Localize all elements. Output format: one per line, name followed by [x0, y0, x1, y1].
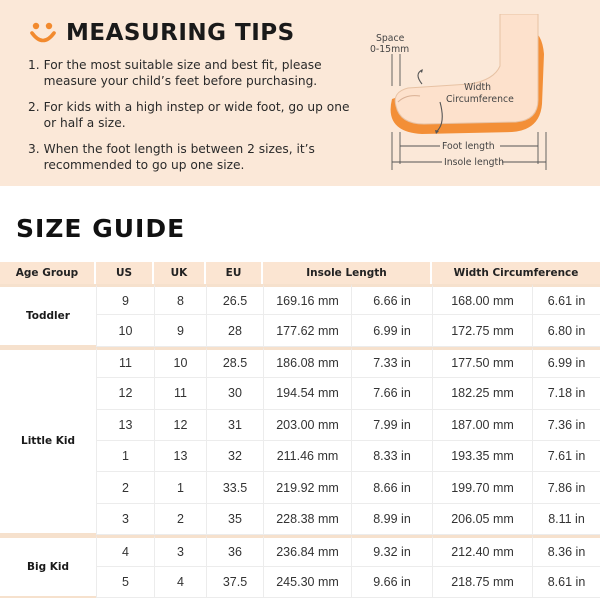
width-mm-cell: 172.75 mm: [432, 315, 532, 346]
width-mm-cell: 212.40 mm: [432, 535, 532, 566]
tip-number: 2.: [28, 100, 40, 114]
insole-mm-cell: 236.84 mm: [263, 535, 351, 566]
us-size-cell: 10: [96, 315, 154, 346]
insole-in-cell: 6.99 in: [351, 315, 432, 346]
foot-measurement-diagram: [362, 14, 562, 174]
measuring-tips-title: MEASURING TIPS: [66, 20, 295, 46]
uk-size-cell: 13: [154, 441, 206, 472]
header-insole-length: Insole Length: [263, 262, 432, 284]
space-label: Space: [376, 33, 405, 44]
width-in-cell: 7.36 in: [532, 410, 600, 441]
header-us: US: [96, 262, 154, 284]
measuring-tips-heading: [28, 16, 295, 50]
us-size-cell: 12: [96, 378, 154, 409]
eu-size-cell: 37.5: [206, 567, 263, 598]
header-age-group: Age Group: [0, 262, 96, 284]
eu-size-cell: 28: [206, 315, 263, 346]
tip-text: For the most suitable size and best fit, please measure your child’s feet before purchasing.: [43, 58, 322, 88]
header-eu: EU: [206, 262, 263, 284]
tip-number: 3.: [28, 142, 40, 156]
insole-in-cell: 7.99 in: [351, 410, 432, 441]
space-value-label: 0-15mm: [370, 44, 410, 55]
table-row: [0, 284, 600, 315]
us-size-cell: 13: [96, 410, 154, 441]
uk-size-cell: 9: [154, 315, 206, 346]
eu-size-cell: 26.5: [206, 284, 263, 315]
age-group-cell: Little Kid: [0, 347, 96, 535]
header-width-circumference: Width Circumference: [432, 262, 600, 284]
uk-size-cell: 2: [154, 504, 206, 535]
smiley-icon: [28, 18, 58, 48]
insole-mm-cell: 177.62 mm: [263, 315, 351, 346]
eu-size-cell: 36: [206, 535, 263, 566]
eu-size-cell: 30: [206, 378, 263, 409]
foot-shape: [395, 14, 538, 124]
us-size-cell: 4: [96, 535, 154, 566]
insole-in-cell: 8.99 in: [351, 504, 432, 535]
size-guide-title: SIZE GUIDE: [16, 214, 186, 243]
width-label: Width: [464, 82, 492, 93]
insole-in-cell: 6.66 in: [351, 284, 432, 315]
uk-size-cell: 1: [154, 472, 206, 503]
measuring-tips-panel: [0, 0, 600, 186]
width-in-cell: 8.11 in: [532, 504, 600, 535]
insole-mm-cell: 169.16 mm: [263, 284, 351, 315]
insole-in-cell: 8.33 in: [351, 441, 432, 472]
uk-size-cell: 8: [154, 284, 206, 315]
us-size-cell: 3: [96, 504, 154, 535]
tip-item: [28, 100, 358, 131]
tip-item: [28, 142, 358, 173]
uk-size-cell: 12: [154, 410, 206, 441]
width-mm-cell: 182.25 mm: [432, 378, 532, 409]
insole-in-cell: 7.66 in: [351, 378, 432, 409]
us-size-cell: 11: [96, 347, 154, 378]
insole-mm-cell: 219.92 mm: [263, 472, 351, 503]
eu-size-cell: 33.5: [206, 472, 263, 503]
insole-in-cell: 9.32 in: [351, 535, 432, 566]
width-mm-cell: 177.50 mm: [432, 347, 532, 378]
insole-mm-cell: 228.38 mm: [263, 504, 351, 535]
size-guide-table-wrap: [0, 262, 600, 600]
width-in-cell: 8.36 in: [532, 535, 600, 566]
width-mm-cell: 206.05 mm: [432, 504, 532, 535]
insole-mm-cell: 245.30 mm: [263, 567, 351, 598]
uk-size-cell: 11: [154, 378, 206, 409]
tip-number: 1.: [28, 58, 40, 72]
width-in-cell: 8.61 in: [532, 567, 600, 598]
age-group-cell: Toddler: [0, 284, 96, 347]
width-in-cell: 7.86 in: [532, 472, 600, 503]
width-mm-cell: 199.70 mm: [432, 472, 532, 503]
width-in-cell: 7.61 in: [532, 441, 600, 472]
width-mm-cell: 187.00 mm: [432, 410, 532, 441]
tip-text: For kids with a high instep or wide foot, go up one or half a size.: [43, 100, 350, 130]
tip-item: [28, 58, 358, 89]
table-header-row: [0, 262, 600, 284]
width-in-cell: 6.99 in: [532, 347, 600, 378]
insole-mm-cell: 203.00 mm: [263, 410, 351, 441]
age-group-cell: Big Kid: [0, 535, 96, 598]
width-in-cell: 6.80 in: [532, 315, 600, 346]
insole-in-cell: 8.66 in: [351, 472, 432, 503]
width-in-cell: 7.18 in: [532, 378, 600, 409]
tip-text: When the foot length is between 2 sizes, it’s recommended to go up one size.: [43, 142, 315, 172]
eu-size-cell: 28.5: [206, 347, 263, 378]
us-size-cell: 9: [96, 284, 154, 315]
foot-length-label: Foot length: [442, 141, 495, 152]
width-in-cell: 6.61 in: [532, 284, 600, 315]
uk-size-cell: 4: [154, 567, 206, 598]
width-mm-cell: 168.00 mm: [432, 284, 532, 315]
eu-size-cell: 31: [206, 410, 263, 441]
us-size-cell: 5: [96, 567, 154, 598]
insole-mm-cell: 186.08 mm: [263, 347, 351, 378]
table-row: [0, 347, 600, 378]
insole-length-label: Insole length: [444, 157, 505, 168]
width-mm-cell: 193.35 mm: [432, 441, 532, 472]
insole-in-cell: 7.33 in: [351, 347, 432, 378]
table-row: [0, 535, 600, 566]
eu-size-cell: 35: [206, 504, 263, 535]
uk-size-cell: 3: [154, 535, 206, 566]
header-uk: UK: [154, 262, 206, 284]
insole-in-cell: 9.66 in: [351, 567, 432, 598]
tips-list: [28, 58, 358, 184]
insole-mm-cell: 211.46 mm: [263, 441, 351, 472]
circumference-label: Circumference: [446, 94, 514, 105]
us-size-cell: 2: [96, 472, 154, 503]
us-size-cell: 1: [96, 441, 154, 472]
width-mm-cell: 218.75 mm: [432, 567, 532, 598]
size-guide-table: [0, 262, 600, 598]
eu-size-cell: 32: [206, 441, 263, 472]
insole-mm-cell: 194.54 mm: [263, 378, 351, 409]
uk-size-cell: 10: [154, 347, 206, 378]
